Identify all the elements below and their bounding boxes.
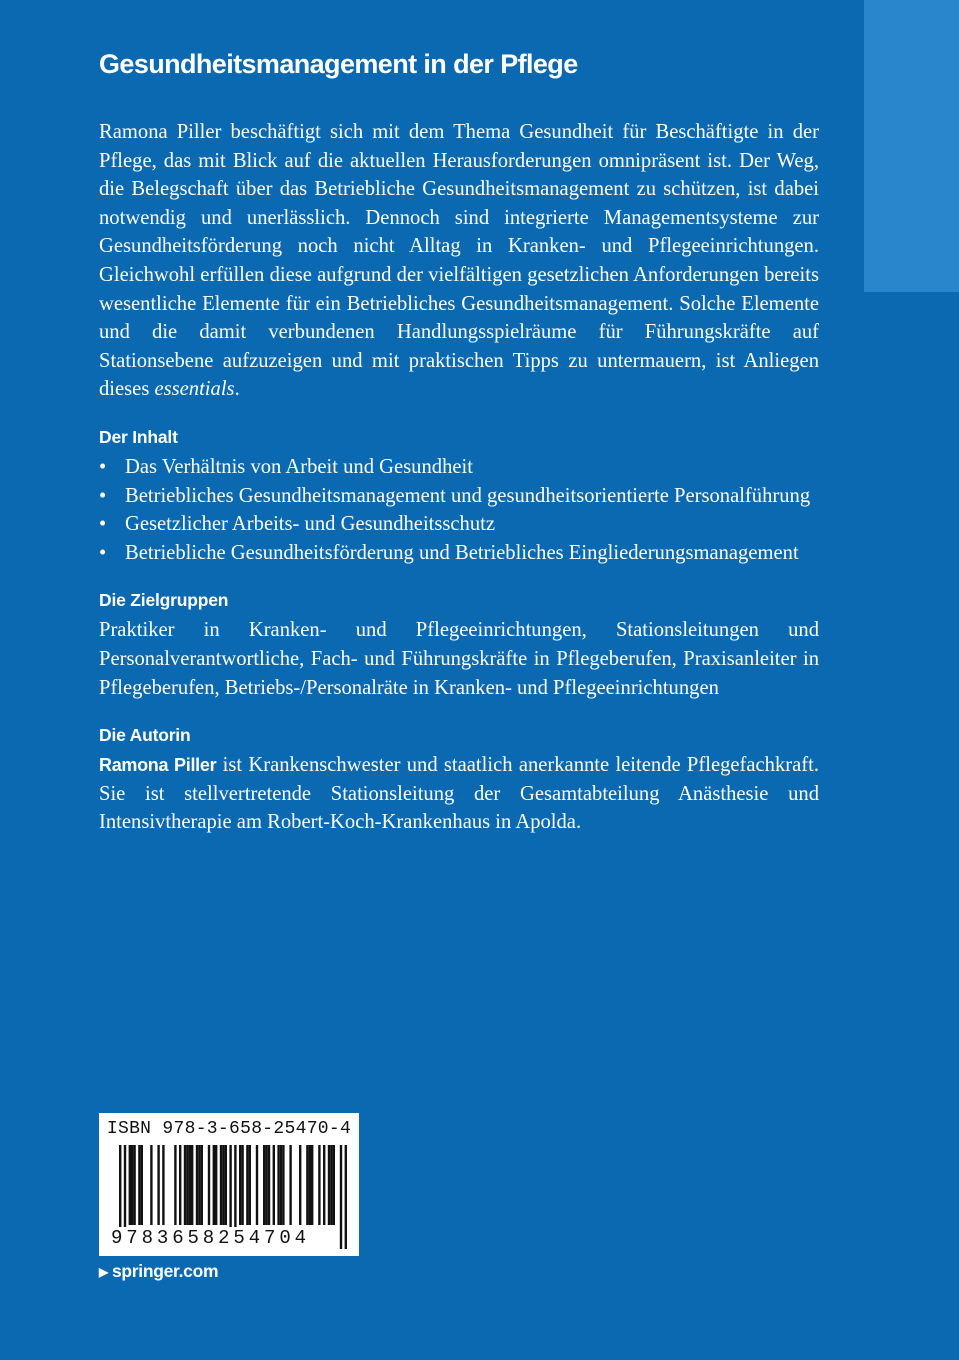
barcode-bar [222, 1145, 224, 1225]
book-title: Gesundheitsmanagement in der Pflege [99, 49, 578, 79]
barcode-bar [208, 1145, 210, 1225]
barcode-bar [299, 1145, 301, 1225]
list-item-text: Gesetzlicher Arbeits- und Gesundheitsschutz [125, 513, 496, 536]
barcode-bar [246, 1145, 248, 1225]
barcode-bar [201, 1145, 203, 1225]
list-item-text: Betriebliches Gesundheitsmanagement und gesundheitsorientierte Personalführung [125, 484, 811, 507]
barcode-bar [141, 1145, 143, 1225]
barcode-bar [213, 1145, 215, 1225]
barcode-bar [184, 1145, 186, 1225]
barcode-bar [309, 1145, 311, 1225]
author-heading: Die Autorin [99, 725, 191, 746]
list-item [99, 453, 819, 482]
bullet: • [99, 455, 107, 478]
barcode-bar [220, 1145, 222, 1225]
barcode-bar [191, 1145, 193, 1225]
arrow-icon: ▶ [99, 1265, 108, 1279]
list-item [99, 482, 819, 511]
barcode-bar [138, 1145, 140, 1225]
barcode-bar [328, 1145, 330, 1225]
barcode-bar [174, 1145, 176, 1225]
list-item [99, 510, 819, 539]
author-name: Ramona Piller [99, 755, 217, 776]
bullet: • [99, 541, 107, 564]
publisher-link[interactable] [99, 1261, 218, 1282]
list-item [99, 539, 819, 568]
barcode-bar [239, 1145, 241, 1225]
intro-text: Ramona Piller beschäftigt sich mit dem Thema Gesundheit für Beschäftigte in der Pflege, das mit Blick auf die aktuellen Herausforderungen omnipräsent ist. Der Weg, die Belegschaft über das Betriebliche Gesundheitsmanagement zu schützen, ist dabei notwendig und unerlässlich. Dennoch sind integrierte Managementsysteme zur Gesundheitsförderung noch nicht Alltag in Kranken- und Pflegeeinrichtungen. Gleichwohl erfüllen diese aufgrund der vielfältigen gesetzlichen Anforderungen bereits wesentliche Elemente für ein Betriebliches Gesundheitsmanagement. Solche Elemente und die damit verbundenen Handlungsspielräume für Führungskräfte auf Stationsebene aufzuzeigen und mit praktischen Tipps zu untermauern, ist Anliegen dieses [99, 121, 819, 401]
barcode-bar [129, 1145, 131, 1225]
audience-heading: Die Zielgruppen [99, 590, 229, 611]
barcode-bar [157, 1145, 159, 1225]
barcode-bar [198, 1145, 200, 1225]
isbn-barcode [99, 1113, 359, 1256]
barcode-bar [340, 1145, 342, 1249]
contents-list [99, 453, 819, 567]
barcode-bar [179, 1145, 181, 1225]
barcode-bar [333, 1145, 335, 1225]
author-paragraph [99, 751, 819, 837]
list-item-text: Betriebliche Gesundheitsförderung und Betriebliches Eingliederungsmanagement [125, 541, 799, 564]
intro-end: . [234, 378, 240, 401]
contents-heading: Der Inhalt [99, 426, 178, 447]
barcode-bar [263, 1145, 265, 1225]
barcode-bar [280, 1145, 282, 1225]
barcode-bar [289, 1145, 291, 1225]
barcode-bar [306, 1145, 308, 1225]
barcode-bar [268, 1145, 270, 1225]
ean-digits: 9783658254704 [111, 1227, 310, 1249]
back-cover-text [99, 44, 819, 837]
barcode-bar [150, 1145, 152, 1225]
barcode-bar [330, 1145, 332, 1225]
barcode-bar [318, 1145, 320, 1225]
isbn-number: ISBN 978-3-658-25470-4 [106, 1119, 352, 1139]
barcode-bar [225, 1145, 227, 1225]
barcode-bar [241, 1145, 243, 1225]
barcode-bar [311, 1145, 313, 1225]
intro-paragraph [99, 118, 819, 404]
barcode-bar [215, 1145, 217, 1225]
barcode-bar [256, 1145, 258, 1225]
author-text: ist Krankenschwester und staatlich anerkannte leitende Pflegefachkraft. Sie ist stellvertretende Stationsleitung der Gesamtabteilung Anästhesie und Intensivtherapie am Robert-Koch-Krankenhaus in Apolda. [99, 754, 819, 834]
barcode-bar [323, 1145, 325, 1225]
barcode-bar [277, 1145, 279, 1225]
bullet: • [99, 513, 107, 536]
barcode-bar [282, 1145, 284, 1225]
side-tab [864, 0, 959, 292]
audience-text: Praktiker in Kranken- und Pflegeeinrichtungen, Stationsleitungen und Personalverantwortliche, Fach- und Führungskräfte in Pflegeberufen, Praxisanleiter in Pflegeberufen, Betriebs-/Personalräte in Kranken- und Pflegeeinrichtungen [99, 619, 819, 699]
publisher-url: springer.com [111, 1261, 219, 1281]
barcode-bar [133, 1145, 135, 1225]
barcode-bar [196, 1145, 198, 1225]
bullet: • [99, 484, 107, 507]
barcode-bar [186, 1145, 188, 1225]
list-item-text: Das Verhältnis von Arbeit und Gesundheit [125, 455, 473, 478]
barcode-bar [189, 1145, 191, 1225]
barcode-bar [345, 1145, 347, 1249]
barcode-bar [265, 1145, 267, 1225]
intro-italic: essentials [154, 378, 235, 401]
barcode-bar [273, 1145, 275, 1225]
barcode-bar [162, 1145, 164, 1225]
barcode-bar [131, 1145, 133, 1225]
barcode-bar [249, 1145, 251, 1225]
